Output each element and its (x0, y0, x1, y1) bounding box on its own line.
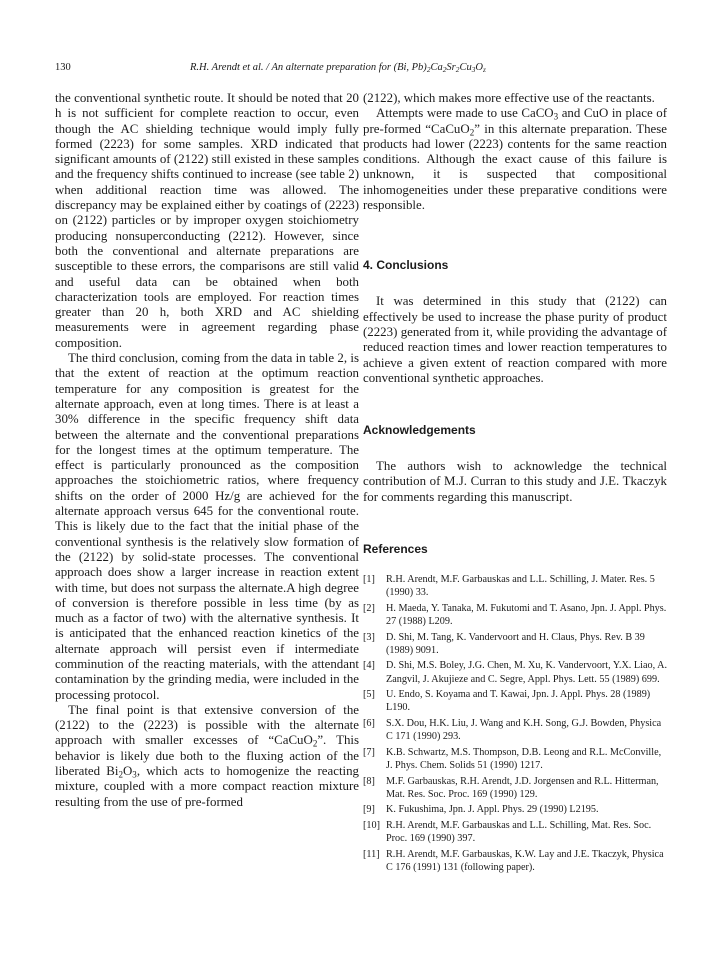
reference-text: R.H. Arendt, M.F. Garbauskas and L.L. Schilling, Mat. Res. Soc. Proc. 169 (1990) 397. (386, 820, 652, 845)
reference-item (363, 746, 667, 772)
reference-item (363, 848, 667, 874)
body-paragraph: Attempts were made to use CaCO$_3$ and CuO in place of pre-formed “CaCuO$_2$” in this alternate preparation. These products had lower (2223) contents for the same reaction conditions. Although the exact cause of this failure is unknown, it is suspected that compositional inhomogeneities under these preparative conditions were responsible. (363, 106, 667, 213)
reference-item (363, 659, 667, 685)
reference-text: D. Shi, M. Tang, K. Vandervoort and H. Claus, Phys. Rev. B 39 (1989) 9091. (386, 631, 645, 656)
reference-number: [10] (363, 820, 380, 832)
page-header (55, 62, 667, 78)
references-list (363, 573, 667, 874)
acknowledgements-paragraph: The authors wish to acknowledge the technical contribution of M.J. Curran to this study and J.E. Tkaczyk for comments regarding this manuscript. (363, 459, 667, 504)
page-number: 130 (55, 62, 71, 73)
body-paragraph: the conventional synthetic route. It should be noted that 20 h is not sufficient for complete reaction to occur, even though the AC shielding technique would imply fully formed (2223) for some samples. XRD indicated that significant amounts of (2122) still existed in these samples and the frequency shifts continued to increase (see table 2) when additional reaction time was allowed. The discrepancy may be explained either by coatings of (2223) on (2122) particles or by improper oxygen stoichiometry producing nonsuperconducting (2212). However, since both the conventional and alternate preparations are susceptible to these errors, the comparisons are still valid and useful data can be obtained when both characterization tools are employed. For reaction times greater than 20 h, both XRD and AC shielding measurements were in agreement regarding phase composition. (55, 91, 359, 350)
reference-number: [9] (363, 804, 375, 816)
reference-item (363, 602, 667, 628)
reference-number: [3] (363, 631, 375, 643)
conclusions-heading: 4. Conclusions (363, 258, 449, 273)
reference-item (363, 803, 667, 816)
reference-item (363, 775, 667, 801)
reference-text: D. Shi, M.S. Boley, J.G. Chen, M. Xu, K. Vandervoort, Y.X. Liao, A. Zangvil, J. Akujieze and C. Segre, Appl. Phys. Lett. 55 (1989) 699. (386, 660, 667, 685)
running-head: R.H. Arendt et al. / An alternate preparation for (Bi, $Pb)_2Ca_2Sr_2Cu_3O_z$ (190, 62, 486, 74)
reference-text: K.B. Schwartz, M.S. Thompson, D.B. Leong and R.L. McConville, J. Phys. Chem. Solids 51 (1990) 1217. (386, 746, 662, 772)
acknowledgements-heading: Acknowledgements (363, 423, 476, 438)
body-paragraph: The final point is that extensive conversion of the (2122) to the (2223) is possible with the alternate approach with smaller excesses of “CaCuO$_2$”. This behavior is likely due both to the fluxing action of the liberated $Bi_2O_3$, which acts to homogenize the reacting mixture, coupled with a more compact reaction mixture resulting from the use of pre-formed (55, 702, 359, 809)
body-paragraph: (2122), which makes more effective use of the reactants. (363, 91, 655, 105)
reference-text: H. Maeda, Y. Tanaka, M. Fukutomi and T. Asano, Jpn. J. Appl. Phys. 27 (1988) L209. (386, 602, 667, 628)
reference-number: [11] (363, 848, 380, 860)
body-paragraph: The third conclusion, coming from the data in table 2, is that the extent of reaction at the optimum reaction temperature for any composition is greatest for the alternate approach, even at long times. There is at least a 30% difference in the specific frequency shift data between the alternate and the conventional preparations for the longest times at the optimum temperature. The effect is particularly pronounced as the composition approaches the stoichiometric ratios, where frequency shifts on the order of 2000 Hz/g are achieved for the alternate approach versus 645 for the conventional route. This is likely due to the fact that the initial phase of the conventional synthesis is the relatively slow formation of the (2122) by solid-state processes. The conventional approach does show a larger increase in reaction extent with time, but does not surpass the alternate.A high degree of conversion is therefore possible in less time (by as much as a factor of two) with the alternative synthesis. It is anticipated that the enhanced reaction kinetics of the alternate approach will persist even if intermediate comminution of the reacting materials, with the attendant contamination by the grinding media, were included in the processing protocol. (55, 351, 359, 702)
reference-item (363, 717, 667, 743)
reference-item (363, 631, 667, 657)
reference-item (363, 573, 667, 599)
reference-text: S.X. Dou, H.K. Liu, J. Wang and K.H. Song, G.J. Bowden, Physica C 171 (1990) 293. (386, 718, 662, 743)
reference-text: K. Fukushima, Jpn. J. Appl. Phys. 29 (1990) L2195. (386, 804, 599, 816)
reference-number: [2] (363, 602, 375, 614)
reference-number: [6] (363, 718, 375, 730)
reference-number: [5] (363, 689, 375, 701)
reference-number: [1] (363, 574, 375, 586)
reference-text: U. Endo, S. Koyama and T. Kawai, Jpn. J. Appl. Phys. 28 (1989) L190. (386, 689, 651, 714)
left-column (55, 91, 359, 971)
right-column (363, 91, 667, 971)
reference-item (363, 819, 667, 845)
reference-text: R.H. Arendt, M.F. Garbauskas, K.W. Lay and J.E. Tkaczyk, Physica C 176 (1991) 131 (following paper). (386, 848, 664, 874)
reference-number: [8] (363, 775, 375, 787)
reference-number: [4] (363, 660, 375, 672)
reference-number: [7] (363, 746, 375, 758)
reference-item (363, 688, 667, 714)
references-heading: References (363, 542, 428, 557)
reference-text: R.H. Arendt, M.F. Garbauskas and L.L. Schilling, J. Mater. Res. 5 (1990) 33. (386, 574, 655, 599)
conclusions-paragraph: It was determined in this study that (2122) can effectively be used to increase the phase purity of product (2223) generated from it, while providing the advantage of reduced reaction times and lower reaction temperatures to achieve a given extent of reaction compared with more conventional synthetic approaches. (363, 294, 667, 385)
reference-text: M.F. Garbauskas, R.H. Arendt, J.D. Jorgensen and R.L. Hitterman, Mat. Res. Soc. Proc. 169 (1990) 129. (386, 775, 659, 800)
